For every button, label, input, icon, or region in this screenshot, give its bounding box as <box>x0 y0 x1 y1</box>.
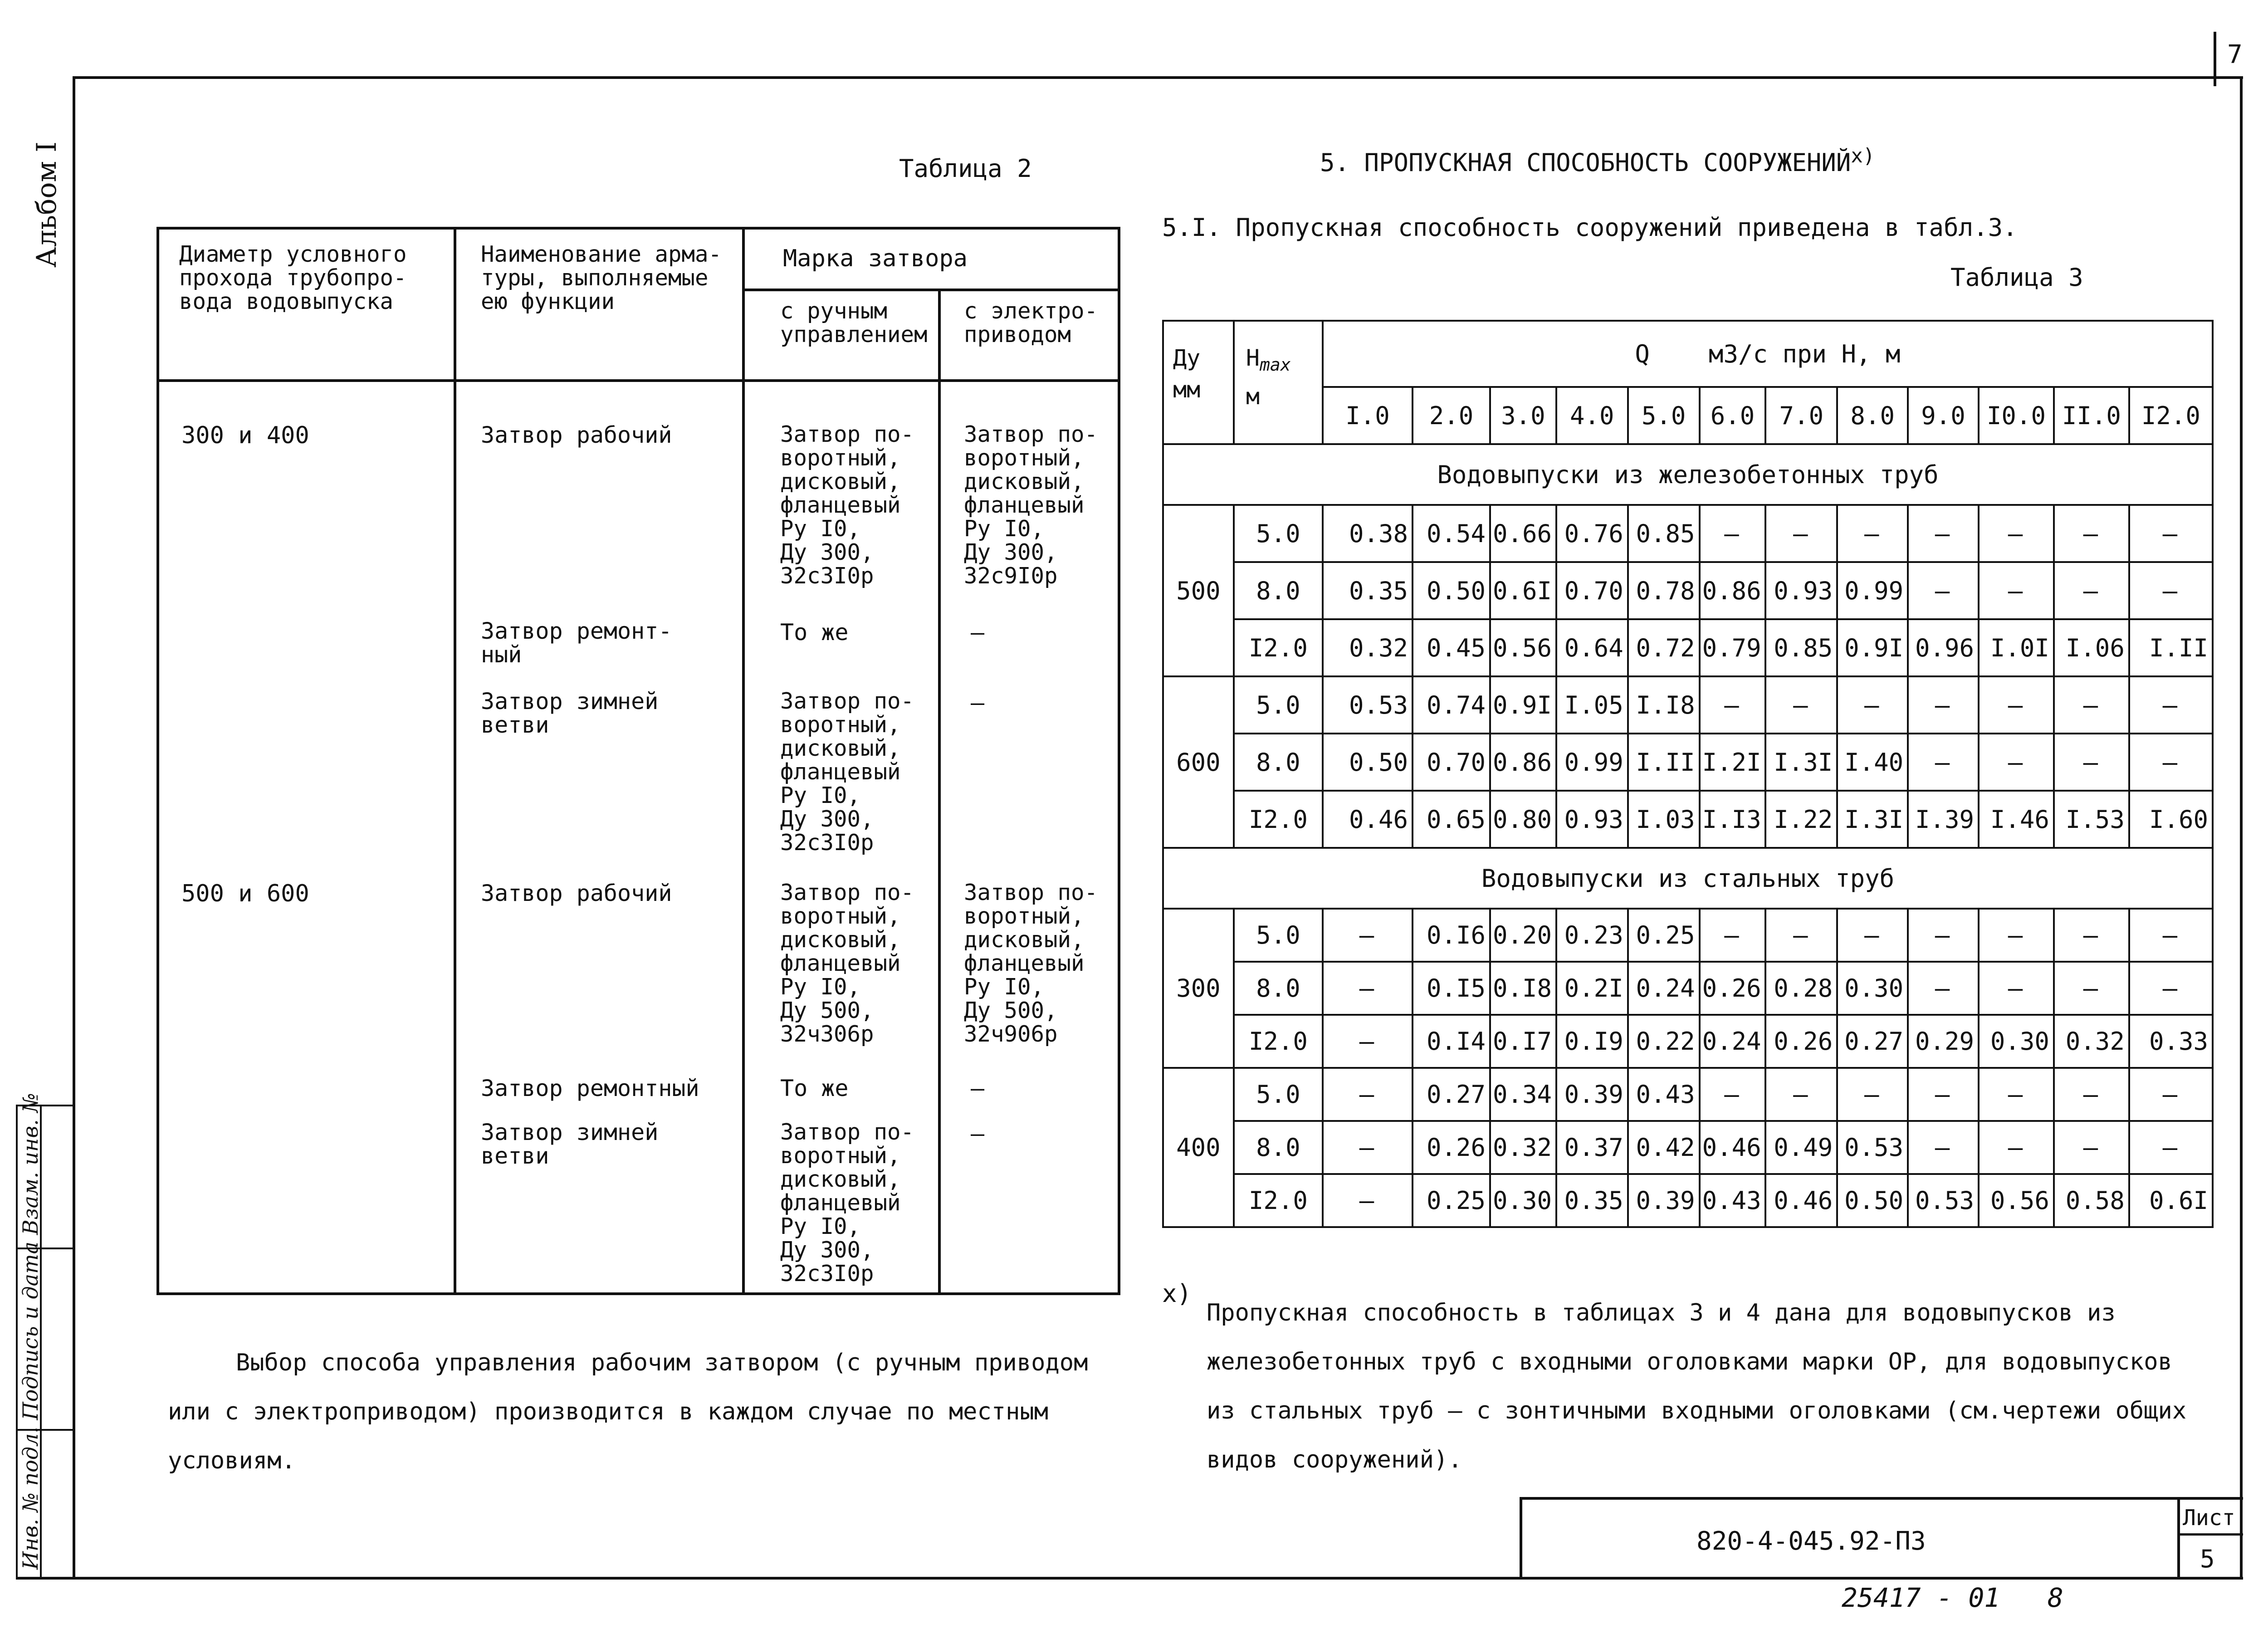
table3-value-cell: – <box>1908 562 1979 619</box>
table3-value-cell: – <box>1323 1015 1413 1068</box>
table3-h-value: 7.0 <box>1765 387 1837 444</box>
table3-value-cell: – <box>2054 505 2129 562</box>
table3-h-cell: 5.0 <box>1234 1068 1323 1121</box>
table2-header-electric: с электро- приводом <box>964 298 1098 347</box>
table3-value-cell: 0.85 <box>1765 619 1837 676</box>
table3-value-cell: – <box>1323 909 1413 962</box>
table3-hmax-unit: м <box>1246 383 1260 410</box>
table3-value-cell: 0.22 <box>1628 1015 1700 1068</box>
table-row <box>1163 619 2213 676</box>
table3-section-concrete <box>1163 444 2213 505</box>
section5-title-text: 5. ПРОПУСКНАЯ СПОСОБНОСТЬ СООРУЖЕНИЙ <box>1320 148 1851 177</box>
table3-value-cell: 0.70 <box>1413 734 1490 791</box>
side-album-label: Альбом I <box>31 142 63 268</box>
table3-value-cell: 0.65 <box>1413 791 1490 848</box>
side-stamp-vline-1 <box>16 1105 18 1579</box>
table3-value-cell: 0.56 <box>1490 619 1556 676</box>
table3-header-q: Q м3/с при Н, м <box>1323 321 2213 387</box>
table3-value-cell: 0.39 <box>1628 1174 1700 1227</box>
table3-value-cell: 0.38 <box>1323 505 1413 562</box>
table3-value-cell: 0.99 <box>1556 734 1628 791</box>
table-row <box>1163 676 2213 734</box>
table3-value-cell: 0.66 <box>1490 505 1556 562</box>
table3-value-cell: 0.54 <box>1413 505 1490 562</box>
table3-value-cell: 0.32 <box>1490 1121 1556 1174</box>
frame-left-line <box>73 76 75 1579</box>
table2-row4-diameter: 500 и 600 <box>181 880 309 907</box>
table3-value-cell: 0.29 <box>1908 1015 1979 1068</box>
table-row <box>1163 909 2213 962</box>
table3-value-cell: – <box>2129 1121 2213 1174</box>
table3-value-cell: 0.85 <box>1628 505 1700 562</box>
titleblock-sheet-divider <box>2177 1533 2243 1536</box>
table3-value-cell: – <box>1908 1121 1979 1174</box>
table3-value-cell: – <box>2129 562 2213 619</box>
titleblock-sheet-label: Лист <box>2183 1505 2235 1531</box>
table2-row4-electric: Затвор по- воротный, дисковый, фланцевый Ру I0, Ду 500, 32ч906р <box>964 880 1098 1047</box>
table-row <box>1163 1174 2213 1227</box>
table3-value-cell: 0.9I <box>1837 619 1908 676</box>
table3-value-cell: 0.25 <box>1413 1174 1490 1227</box>
table3-h-cell: 5.0 <box>1234 676 1323 734</box>
table3-value-cell: – <box>1979 962 2054 1015</box>
table3-value-cell: – <box>1908 962 1979 1015</box>
table3-value-cell: 0.45 <box>1413 619 1490 676</box>
table-row <box>1163 734 2213 791</box>
table3-value-cell: – <box>2054 562 2129 619</box>
table3-value-cell: – <box>2129 909 2213 962</box>
footnote-mark: x) <box>1162 1279 1192 1308</box>
table3-value-cell: – <box>1979 1121 2054 1174</box>
table3-value-cell: 0.46 <box>1323 791 1413 848</box>
table3-h-value: 4.0 <box>1556 387 1628 444</box>
table3-value-cell: – <box>2054 676 2129 734</box>
table2-row5-name: Затвор ремонтный <box>481 1075 699 1101</box>
table2-note: Выбор способа управления рабочим затвором (с ручным приводом или с электроприводом) производится в каждом случае по местным условиям. <box>168 1349 1088 1474</box>
table3-value-cell: I.2I <box>1700 734 1766 791</box>
table3-du-cell: 500 <box>1163 505 1234 676</box>
footnote-text: Пропускная способность в таблицах 3 и 4 дана для водовыпусков из железобетонных труб с входными оголовками марки ОР, для водовыпусков из стальных труб – с зонтичными входными оголовками (см.чертежи общих видов сооружений). <box>1207 1299 2187 1473</box>
table3-value-cell: – <box>1908 734 1979 791</box>
table2-row5-electric: – <box>971 1075 985 1101</box>
table3-value-cell: 0.9I <box>1490 676 1556 734</box>
table3-h-cell: I2.0 <box>1234 1015 1323 1068</box>
titleblock-code: 820-4-045.92-ПЗ <box>1696 1526 1926 1556</box>
table3-value-cell: 0.35 <box>1323 562 1413 619</box>
table3-value-cell: I.0I <box>1979 619 2054 676</box>
table2-sep-3 <box>938 290 941 1295</box>
table3-value-cell: 0.58 <box>2054 1174 2129 1227</box>
table3-value-cell: 0.72 <box>1628 619 1700 676</box>
table3-h-cell: 5.0 <box>1234 909 1323 962</box>
table3-value-cell: 0.34 <box>1490 1068 1556 1121</box>
table3-value-cell: – <box>2129 1068 2213 1121</box>
table3-value-cell: – <box>1765 676 1837 734</box>
table3-value-cell: 0.6I <box>2129 1174 2213 1227</box>
table3-value-cell: – <box>1837 1068 1908 1121</box>
table3-h-cell: 8.0 <box>1234 1121 1323 1174</box>
table2-header-diameter: Диаметр условного прохода трубопро- вода водовыпуска <box>179 241 407 314</box>
table3-value-cell: 0.50 <box>1323 734 1413 791</box>
table3-h-value: 9.0 <box>1908 387 1979 444</box>
table3-du-cell: 300 <box>1163 909 1234 1068</box>
table3-value-cell: 0.53 <box>1323 676 1413 734</box>
table3-value-cell: – <box>1700 676 1766 734</box>
table2-header-bottom <box>156 379 1120 382</box>
table3-h-value: 3.0 <box>1490 387 1556 444</box>
table3-value-cell: 0.30 <box>1979 1015 2054 1068</box>
table3-value-cell: 0.26 <box>1700 962 1766 1015</box>
table3-caption: Таблица 3 <box>1950 263 2083 292</box>
table2-row5-manual: То же <box>780 1075 849 1101</box>
table3-value-cell: I.22 <box>1765 791 1837 848</box>
table3-value-cell: – <box>1700 1068 1766 1121</box>
table3-h-cell: 5.0 <box>1234 505 1323 562</box>
table3-value-cell: 0.53 <box>1837 1121 1908 1174</box>
table3-value-cell: 0.I6 <box>1413 909 1490 962</box>
titleblock-sheet-number: 5 <box>2200 1545 2215 1573</box>
frame-right-line <box>2240 76 2243 1579</box>
table3-value-cell: 0.79 <box>1700 619 1766 676</box>
table3-value-cell: – <box>1837 909 1908 962</box>
table-row <box>1163 1121 2213 1174</box>
table3-value-cell: 0.70 <box>1556 562 1628 619</box>
table3-h-value: I2.0 <box>2129 387 2213 444</box>
table2-row3-electric: – <box>971 690 985 716</box>
table3-h-cell: I2.0 <box>1234 619 1323 676</box>
table3-value-cell: – <box>2129 962 2213 1015</box>
table3-value-cell: 0.37 <box>1556 1121 1628 1174</box>
table3-value-cell: – <box>1979 1068 2054 1121</box>
table2-row2-electric: – <box>971 619 985 646</box>
table3-value-cell: 0.76 <box>1556 505 1628 562</box>
table3-value-cell: – <box>2054 1121 2129 1174</box>
table3-value-cell: I.39 <box>1908 791 1979 848</box>
bottom-inventory-stamp: 25417 - 01 8 <box>1842 1582 2063 1613</box>
table2-row6-electric: – <box>971 1120 985 1147</box>
table3-value-cell: 0.43 <box>1700 1174 1766 1227</box>
table3-header-du: Ду мм <box>1163 321 1234 444</box>
table3-value-cell: – <box>1765 909 1837 962</box>
table3-value-cell: – <box>1979 505 2054 562</box>
table3-value-cell: 0.46 <box>1700 1121 1766 1174</box>
table3-value-cell: – <box>2054 1068 2129 1121</box>
table3-value-cell: – <box>1908 505 1979 562</box>
frame-top-line <box>73 76 2243 79</box>
table3-value-cell: 0.33 <box>2129 1015 2213 1068</box>
table3-value-cell: I.60 <box>2129 791 2213 848</box>
table-row <box>1163 1015 2213 1068</box>
table3-value-cell: – <box>1323 1174 1413 1227</box>
table3-section-steel-label: Водовыпуски из стальных труб <box>1163 848 2213 909</box>
table3-value-cell: 0.93 <box>1556 791 1628 848</box>
table3-value-cell: 0.30 <box>1490 1174 1556 1227</box>
section5-paragraph: 5.I. Пропускная способность сооружений приведена в табл.3. <box>1162 213 2018 242</box>
table2-row2-manual: То же <box>780 619 849 646</box>
table3-h-cell: I2.0 <box>1234 791 1323 848</box>
table3-value-cell: 0.93 <box>1765 562 1837 619</box>
table3-value-cell: 0.56 <box>1979 1174 2054 1227</box>
table3-h-value: 8.0 <box>1837 387 1908 444</box>
table3-value-cell: 0.42 <box>1628 1121 1700 1174</box>
table3-value-cell: 0.20 <box>1490 909 1556 962</box>
table3-value-cell: I.II <box>2129 619 2213 676</box>
table3-value-cell: 0.28 <box>1765 962 1837 1015</box>
table2-header-brand: Марка затвора <box>783 245 968 272</box>
table3-value-cell: 0.I5 <box>1413 962 1490 1015</box>
table3-value-cell: I.03 <box>1628 791 1700 848</box>
table3-value-cell: – <box>1979 676 2054 734</box>
table3-value-cell: 0.27 <box>1413 1068 1490 1121</box>
table2-row4-manual: Затвор по- воротный, дисковый, фланцевый Ру I0, Ду 500, 32ч306р <box>780 880 914 1047</box>
table3-value-cell: 0.I4 <box>1413 1015 1490 1068</box>
table2-header-subline <box>742 289 1120 291</box>
table3-h-cell: 8.0 <box>1234 734 1323 791</box>
table3-value-cell: 0.78 <box>1628 562 1700 619</box>
table2-row2-name: Затвор ремонт- ный <box>481 618 672 668</box>
table3-hmax-letter: H <box>1246 345 1260 371</box>
table3-value-cell: – <box>2129 505 2213 562</box>
table3-value-cell: 0.24 <box>1628 962 1700 1015</box>
table2-row1-manual: Затвор по- воротный, дисковый, фланцевый Ру I0, Ду 300, 32с3I0р <box>780 421 914 589</box>
table3-value-cell: I.40 <box>1837 734 1908 791</box>
table3-value-cell: I.3I <box>1765 734 1837 791</box>
table3-value-cell: – <box>2054 962 2129 1015</box>
table3-value-cell: – <box>2129 734 2213 791</box>
table3-section-concrete-label: Водовыпуски из железобетонных труб <box>1163 444 2213 505</box>
table3-value-cell: 0.6I <box>1490 562 1556 619</box>
table3-value-cell: 0.96 <box>1908 619 1979 676</box>
table3-value-cell: 0.I9 <box>1556 1015 1628 1068</box>
table3-value-cell: 0.99 <box>1837 562 1908 619</box>
table3-h-value: 5.0 <box>1628 387 1700 444</box>
section5-title <box>1320 144 1875 177</box>
table3-value-cell: – <box>2054 909 2129 962</box>
table2-row3-name: Затвор зимней ветви <box>481 688 659 738</box>
table3-value-cell: 0.2I <box>1556 962 1628 1015</box>
table3-value-cell: – <box>1979 909 2054 962</box>
table3-value-cell: – <box>2129 676 2213 734</box>
table3-value-cell: 0.30 <box>1837 962 1908 1015</box>
table3-h-cell: 8.0 <box>1234 962 1323 1015</box>
table3-hmax-sub: max <box>1259 355 1291 375</box>
table-row <box>1163 791 2213 848</box>
table3-value-cell: 0.35 <box>1556 1174 1628 1227</box>
table-row <box>1163 562 2213 619</box>
table3 <box>1162 320 2214 1228</box>
table3-value-cell: 0.46 <box>1765 1174 1837 1227</box>
table3-value-cell: – <box>1908 1068 1979 1121</box>
table3-value-cell: 0.23 <box>1556 909 1628 962</box>
table3-value-cell: 0.27 <box>1837 1015 1908 1068</box>
page-number: 7 <box>2227 40 2243 69</box>
table3-h-value: I0.0 <box>1979 387 2054 444</box>
table3-value-cell: 0.32 <box>2054 1015 2129 1068</box>
table2-row1-electric: Затвор по- воротный, дисковый, фланцевый Ру I0, Ду 300, 32с9I0р <box>964 421 1098 589</box>
table3-value-cell: – <box>1700 505 1766 562</box>
table3-value-cell: I.I8 <box>1628 676 1700 734</box>
table3-value-cell: I.06 <box>2054 619 2129 676</box>
table3-value-cell: I.I3 <box>1700 791 1766 848</box>
table3-value-cell: – <box>1765 1068 1837 1121</box>
table3-value-cell: – <box>1979 734 2054 791</box>
table3-value-cell: 0.32 <box>1323 619 1413 676</box>
table3-value-cell: 0.43 <box>1628 1068 1700 1121</box>
table3-value-cell: 0.86 <box>1700 562 1766 619</box>
table2-sep-2 <box>742 227 745 1295</box>
table3-value-cell: 0.86 <box>1490 734 1556 791</box>
table3-section-steel <box>1163 848 2213 909</box>
table3-value-cell: I.3I <box>1837 791 1908 848</box>
table3-value-cell: 0.53 <box>1908 1174 1979 1227</box>
table3-value-cell: 0.80 <box>1490 791 1556 848</box>
table2-row1-diameter: 300 и 400 <box>181 422 309 449</box>
table2-row6-manual: Затвор по- воротный, дисковый, фланцевый Ру I0, Ду 300, 32с3I0р <box>780 1119 914 1287</box>
section5-title-sup: x) <box>1851 144 1875 167</box>
table3-value-cell: 0.26 <box>1765 1015 1837 1068</box>
table-row <box>1163 962 2213 1015</box>
table3-value-cell: – <box>1323 1121 1413 1174</box>
table-row <box>1163 1068 2213 1121</box>
table2-sep-1 <box>454 227 456 1295</box>
table2-header-manual: с ручным управлением <box>780 298 928 347</box>
table3-value-cell: 0.26 <box>1413 1121 1490 1174</box>
table3-h-value: II.0 <box>2054 387 2129 444</box>
table3-value-cell: – <box>1979 562 2054 619</box>
table3-value-cell: 0.50 <box>1413 562 1490 619</box>
table3-h-value: I.0 <box>1323 387 1413 444</box>
table3-h-value: 2.0 <box>1413 387 1490 444</box>
page-number-divider <box>2214 32 2216 86</box>
side-stamp-text: Инв. № подл. Подпись и дата Взам. инв. № <box>18 1093 43 1570</box>
table3-value-cell: 0.39 <box>1556 1068 1628 1121</box>
table3-value-cell: 0.25 <box>1628 909 1700 962</box>
table3-value-cell: – <box>1837 505 1908 562</box>
table3-value-cell: I.53 <box>2054 791 2129 848</box>
table3-value-cell: 0.I8 <box>1490 962 1556 1015</box>
table3-value-cell: – <box>1765 505 1837 562</box>
table3-value-cell: – <box>1908 676 1979 734</box>
table2-row1-name: Затвор рабочий <box>481 422 672 448</box>
table3-h-cell: I2.0 <box>1234 1174 1323 1227</box>
table2-header-name: Наименование арма- туры, выполняемые ею функции <box>481 241 722 314</box>
table3-header-row1 <box>1163 321 2213 387</box>
table3-du-cell: 400 <box>1163 1068 1234 1227</box>
table3-value-cell: – <box>1323 962 1413 1015</box>
table3-value-cell: 0.24 <box>1700 1015 1766 1068</box>
table3-value-cell: – <box>1908 909 1979 962</box>
table2-row3-manual: Затвор по- воротный, дисковый, фланцевый Ру I0, Ду 300, 32с3I0р <box>780 688 914 856</box>
table3-h-cell: 8.0 <box>1234 562 1323 619</box>
table-row <box>1163 505 2213 562</box>
table2-caption: Таблица 2 <box>899 154 1032 183</box>
table3-value-cell: 0.I7 <box>1490 1015 1556 1068</box>
table3-value-cell: – <box>1700 909 1766 962</box>
table3-value-cell: – <box>2054 734 2129 791</box>
table2-row4-name: Затвор рабочий <box>481 880 672 906</box>
table3-du-cell: 600 <box>1163 676 1234 848</box>
table3-value-cell: I.II <box>1628 734 1700 791</box>
table3-header-hmax <box>1234 321 1323 444</box>
table3-value-cell: 0.74 <box>1413 676 1490 734</box>
table3-h-value: 6.0 <box>1700 387 1766 444</box>
table3-value-cell: 0.64 <box>1556 619 1628 676</box>
table3-value-cell: I.05 <box>1556 676 1628 734</box>
table3-value-cell: – <box>1837 676 1908 734</box>
table3-value-cell: – <box>1323 1068 1413 1121</box>
table3-value-cell: I.46 <box>1979 791 2054 848</box>
table3-value-cell: 0.49 <box>1765 1121 1837 1174</box>
table2-row6-name: Затвор зимней ветви <box>481 1119 659 1169</box>
table3-value-cell: 0.50 <box>1837 1174 1908 1227</box>
